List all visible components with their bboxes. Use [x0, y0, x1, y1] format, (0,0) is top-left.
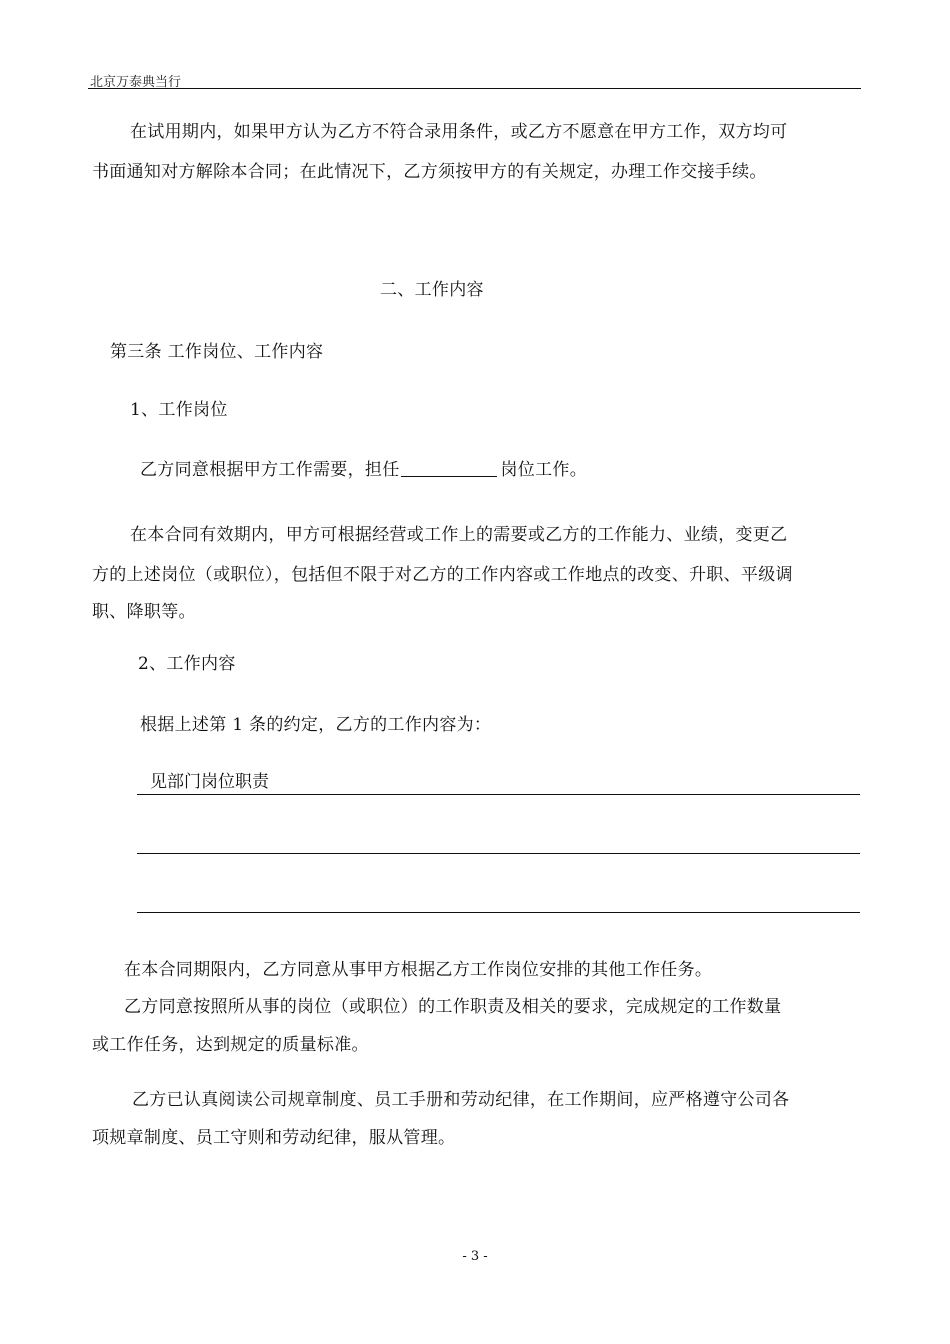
- work-content-line-1[interactable]: [137, 794, 860, 795]
- duties-line-1: 乙方同意按照所从事的岗位（或职位）的工作职责及相关的要求，完成规定的工作数量: [124, 997, 782, 1017]
- item-1-title: 1、工作岗位: [130, 400, 228, 420]
- position-blank-field[interactable]: [401, 458, 497, 477]
- other-tasks-paragraph: 在本合同期限内，乙方同意从事甲方根据乙方工作岗位安排的其他工作任务。: [124, 960, 713, 980]
- position-sentence-after: 岗位工作。: [500, 460, 587, 480]
- rules-line-2: 项规章制度、员工守则和劳动纪律，服从管理。: [92, 1128, 456, 1148]
- change-line-3: 职、降职等。: [92, 602, 196, 622]
- probation-line-2: 书面通知对方解除本合同；在此情况下，乙方须按甲方的有关规定，办理工作交接手续。: [92, 162, 767, 182]
- page-number: - 3 -: [462, 1249, 488, 1264]
- rules-line-1: 乙方已认真阅读公司规章制度、员工手册和劳动纪律，在工作期间，应严格遵守公司各: [132, 1090, 790, 1110]
- position-sentence: [140, 454, 587, 486]
- header-rule: [88, 88, 861, 89]
- position-sentence-before: 乙方同意根据甲方工作需要，担任: [140, 460, 400, 480]
- work-content-line-2[interactable]: [137, 853, 860, 854]
- work-content-line-3[interactable]: [137, 912, 860, 913]
- section-title: 二、工作内容: [380, 280, 484, 300]
- article-3-heading: 第三条 工作岗位、工作内容: [110, 342, 324, 362]
- change-line-1: 在本合同有效期内，甲方可根据经营或工作上的需要或乙方的工作能力、业绩，变更乙: [130, 525, 788, 545]
- item-2-intro: 根据上述第 1 条的约定，乙方的工作内容为：: [140, 715, 492, 735]
- document-header: 北京万泰典当行: [90, 75, 182, 90]
- probation-line-1: 在试用期内，如果甲方认为乙方不符合录用条件，或乙方不愿意在甲方工作，双方均可: [130, 122, 788, 142]
- duties-line-2: 或工作任务，达到规定的质量标准。: [92, 1035, 369, 1055]
- item-2-title: 2、工作内容: [138, 654, 236, 674]
- change-line-2: 方的上述岗位（或职位），包括但不限于对乙方的工作内容或工作地点的改变、升职、平级调: [92, 565, 793, 585]
- work-content-filled: 见部门岗位职责: [150, 772, 269, 792]
